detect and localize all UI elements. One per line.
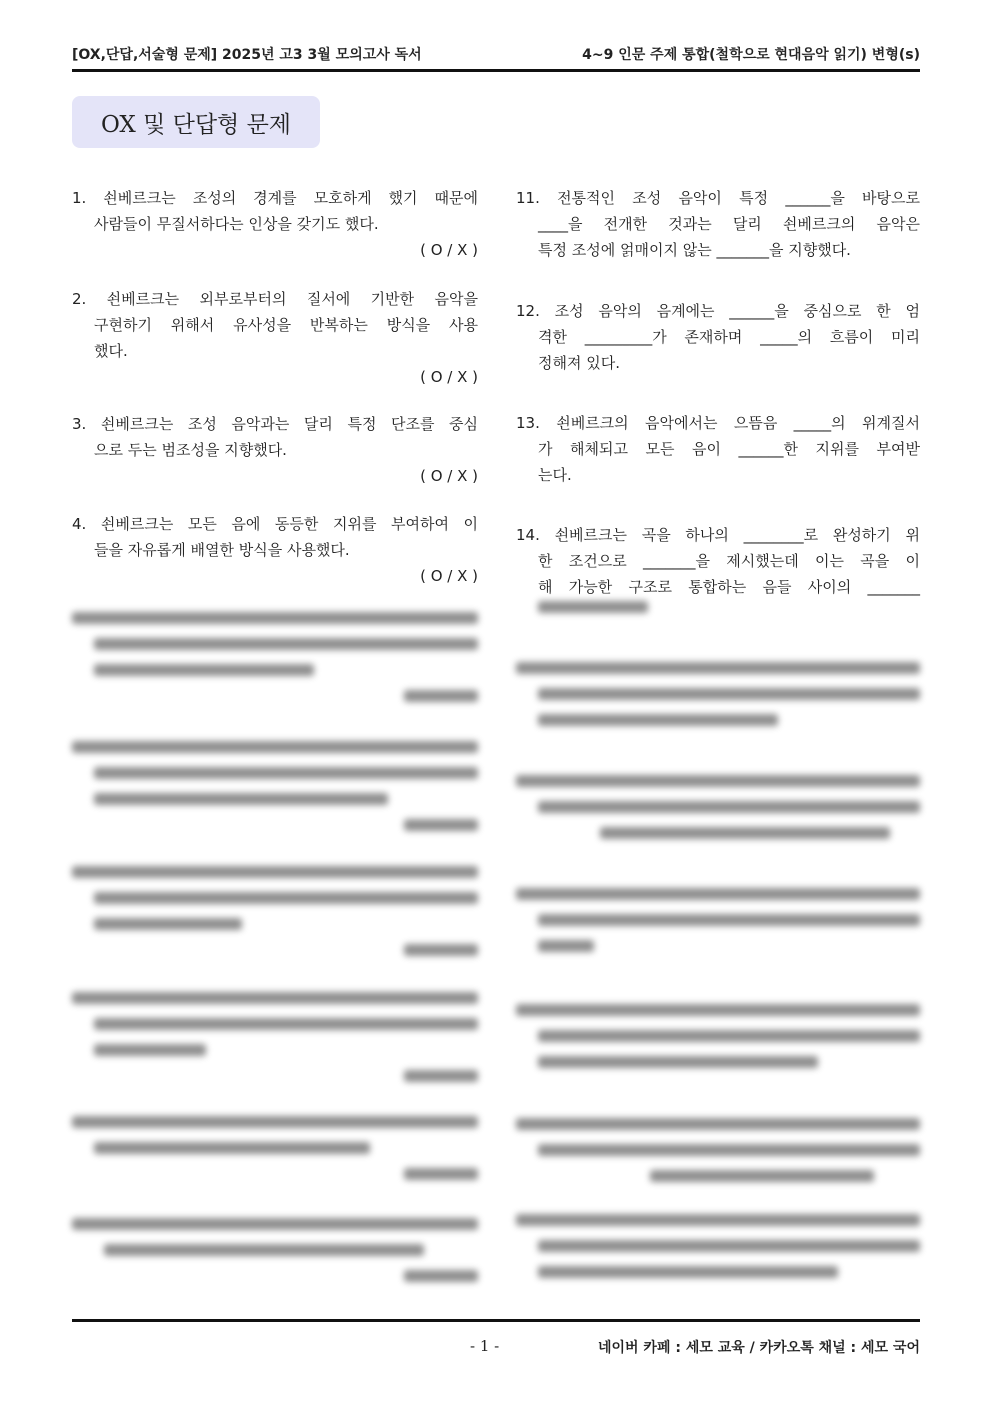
header-right: 4~9 인문 주제 통합(철학으로 현대음악 읽기) 변형(s) (582, 47, 920, 63)
obscured-right-column (516, 601, 920, 1278)
page-number: - 1 - (470, 1337, 500, 1355)
question-text: 3. 쇤베르크는 조성 음악과는 달리 특정 단조를 중심 (72, 415, 478, 433)
ox-mark: ( O / X ) (420, 567, 478, 585)
question-text: 는다. (538, 466, 572, 484)
question-text: 11. 전통적인 조성 음악이 특정 ______을 바탕으로 (516, 189, 920, 207)
ox-mark: ( O / X ) (420, 368, 478, 386)
obscured-left-column (72, 612, 478, 1282)
question-text: 14. 쇤베르크는 곡을 하나의 ________로 완성하기 위 (516, 526, 920, 544)
question-text: 구현하기 위해서 유사성을 반복하는 방식을 사용 (94, 316, 478, 334)
question-text: 들을 자유롭게 배열한 방식을 사용했다. (94, 541, 350, 559)
question-text: 1. 쇤베르크는 조성의 경계를 모호하게 했기 때문에 (72, 189, 478, 207)
header-left: [OX,단답,서술형 문제] 2025년 고3 3월 모의고사 독서 (72, 47, 422, 63)
question-text: 사람들이 무질서하다는 인상을 갖기도 했다. (94, 215, 379, 233)
question-text: 12. 조성 음악의 음계에는 ______을 중심으로 한 엄 (516, 302, 920, 320)
footer-credit: 네이버 카페 : 세모 교육 / 카카오톡 채널 : 세모 국어 (597, 1340, 920, 1356)
question-text: 13. 쇤베르크의 음악에서는 으뜸음 _____의 위계질서 (516, 414, 920, 432)
question-text: 으로 두는 범조성을 지향했다. (94, 441, 287, 459)
question-text: 정해져 있다. (538, 354, 620, 372)
question-text: 격한 _________가 존재하며 _____의 흐름이 미리 (538, 328, 920, 346)
question-text: 특정 조성에 얽매이지 않는 _______을 지향했다. (538, 241, 851, 259)
question-text: 해 가능한 구조로 통합하는 음들 사이의 _______ (538, 578, 920, 596)
question-text: 한 조건으로 _______을 제시했는데 이는 곡을 이 (538, 552, 920, 570)
question-text: 4. 쇤베르크는 모든 음에 동등한 지위를 부여하여 이 (72, 515, 478, 533)
ox-mark: ( O / X ) (420, 467, 478, 485)
question-text: 2. 쇤베르크는 외부로부터의 질서에 기반한 음악을 (72, 290, 478, 308)
question-text: ____을 전개한 것과는 달리 쇤베르크의 음악은 (538, 215, 920, 233)
question-text: 했다. (94, 342, 128, 360)
ox-mark: ( O / X ) (420, 241, 478, 259)
footer-rule (72, 1319, 920, 1322)
question-text: 가 해체되고 모든 음이 ______한 지위를 부여받 (538, 440, 920, 458)
section-title: OX 및 단답형 문제 (72, 96, 320, 148)
